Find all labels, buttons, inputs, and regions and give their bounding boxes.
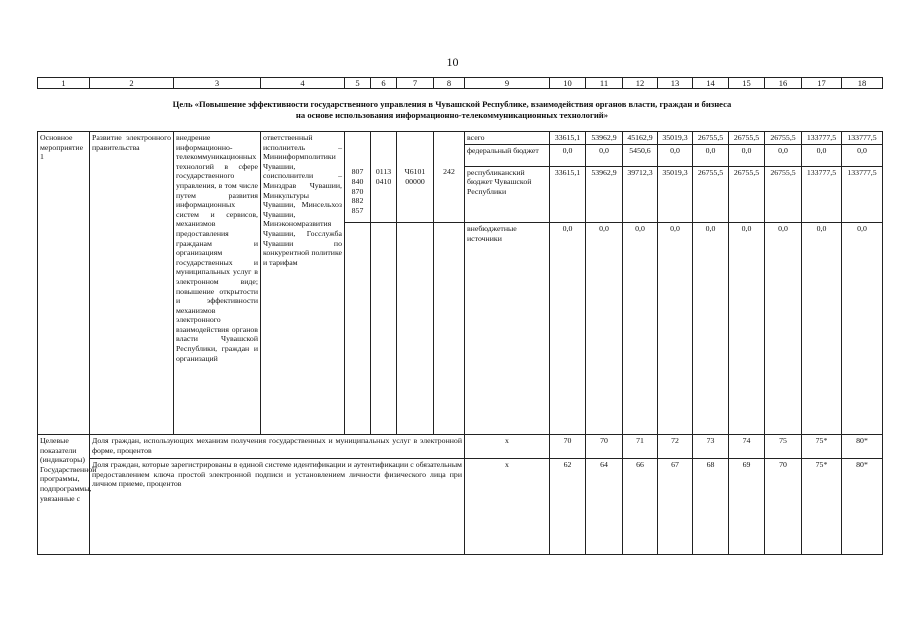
gr-code-cell: 807 840 870 882 857 xyxy=(345,166,371,222)
indicator-value-cell: 72 xyxy=(658,435,693,459)
indicator-value-cell: 75* xyxy=(802,435,842,459)
value-cell: 0,0 xyxy=(802,223,842,435)
event-name-cell: Основное мероприятие 1 xyxy=(38,132,90,435)
indicators-label-cell: Целевые показатели (индикаторы) Государственной программы, подпрограммы, увязанные с xyxy=(38,435,90,555)
goal-line-1: Цель «Повышение эффективности государственного управления в Чувашской Республике, взаимодействия органов власти, граждан и бизнеса xyxy=(172,99,732,109)
indicator-value-cell: 70 xyxy=(550,435,586,459)
executor-cell: ответственный исполнитель – Мининформполитики Чувашии, соисполнители – Минздрав Чувашии, Минкультуры Чувашии, Минсельхоз Чувашии, Минэкономразвития Чувашии, Госслужба Чувашии по конкурентной политике и тарифам xyxy=(261,132,345,435)
indicator-value-cell: 75 xyxy=(765,435,802,459)
value-cell: 26755,5 xyxy=(693,166,729,222)
value-cell: 33615,1 xyxy=(550,166,586,222)
indicator-row xyxy=(38,435,883,459)
value-cell: 0,0 xyxy=(765,223,802,435)
value-cell: 0,0 xyxy=(693,223,729,435)
value-cell: 133777,5 xyxy=(842,132,883,145)
section-code-cell: 0113 0410 xyxy=(371,166,397,222)
indicator-value-cell: 70 xyxy=(586,435,623,459)
indicator-col9-cell: x xyxy=(465,435,550,459)
value-cell: 0,0 xyxy=(729,223,765,435)
value-cell: 35019,3 xyxy=(658,132,693,145)
budget-code-empty-6 xyxy=(371,144,397,166)
budget-code-empty-8 xyxy=(434,144,465,166)
col-number-17: 17 xyxy=(802,78,842,89)
budget-code-empty-6 xyxy=(371,223,397,435)
value-cell: 26755,5 xyxy=(693,132,729,145)
indicator-value-cell: 74 xyxy=(729,435,765,459)
indicator-value-cell: 69 xyxy=(729,459,765,555)
page-number: 10 xyxy=(446,55,459,69)
value-cell: 0,0 xyxy=(550,144,586,166)
budget-code-empty-6 xyxy=(371,132,397,145)
budget-code-empty-5 xyxy=(345,132,371,145)
indicator-value-cell: 75* xyxy=(802,459,842,555)
col-number-4: 4 xyxy=(261,78,345,89)
budget-code-empty-8 xyxy=(434,132,465,145)
indicator-value-cell: 67 xyxy=(658,459,693,555)
budget-code-empty-7 xyxy=(397,223,434,435)
value-cell: 35019,3 xyxy=(658,166,693,222)
value-cell: 26755,5 xyxy=(729,132,765,145)
value-cell: 33615,1 xyxy=(550,132,586,145)
value-cell: 53962,9 xyxy=(586,132,623,145)
value-cell: 133777,5 xyxy=(802,166,842,222)
col-number-12: 12 xyxy=(623,78,658,89)
value-cell: 0,0 xyxy=(842,223,883,435)
col-number-5: 5 xyxy=(345,78,371,89)
target-article-cell: Ч6101 00000 xyxy=(397,166,434,222)
budget-code-empty-8 xyxy=(434,223,465,435)
indicator-col9-cell: x xyxy=(465,459,550,555)
value-cell: 133777,5 xyxy=(842,166,883,222)
budget-code-empty-7 xyxy=(397,144,434,166)
indicator-row xyxy=(38,459,883,555)
indicator-value-cell: 62 xyxy=(550,459,586,555)
col-number-11: 11 xyxy=(586,78,623,89)
col-number-6: 6 xyxy=(371,78,397,89)
goal-heading xyxy=(37,99,867,121)
value-cell: 0,0 xyxy=(729,144,765,166)
source-cell: федеральный бюджет xyxy=(465,144,550,166)
value-cell: 133777,5 xyxy=(802,132,842,145)
source-cell: внебюджетные источники xyxy=(465,223,550,435)
value-cell: 5450,6 xyxy=(623,144,658,166)
col-number-14: 14 xyxy=(693,78,729,89)
program-table xyxy=(37,131,883,555)
value-cell: 0,0 xyxy=(586,223,623,435)
indicator-text-cell: Доля граждан, которые зарегистрированы в единой системе идентификации и аутентификации с обязательным предоставлением ключа простой электронной подписи и установлением личности физического лица при личном приеме, процентов xyxy=(90,459,465,555)
indicator-value-cell: 73 xyxy=(693,435,729,459)
value-cell: 0,0 xyxy=(765,144,802,166)
value-cell: 39712,3 xyxy=(623,166,658,222)
value-cell: 0,0 xyxy=(693,144,729,166)
value-cell: 0,0 xyxy=(802,144,842,166)
col-number-2: 2 xyxy=(90,78,174,89)
col-number-9: 9 xyxy=(465,78,550,89)
value-cell: 45162,9 xyxy=(623,132,658,145)
value-cell: 0,0 xyxy=(658,223,693,435)
column-number-header xyxy=(37,77,883,89)
value-cell: 26755,5 xyxy=(729,166,765,222)
value-cell: 0,0 xyxy=(586,144,623,166)
col-number-10: 10 xyxy=(550,78,586,89)
col-number-16: 16 xyxy=(765,78,802,89)
budget-code-empty-5 xyxy=(345,144,371,166)
indicator-value-cell: 70 xyxy=(765,459,802,555)
indicator-value-cell: 66 xyxy=(623,459,658,555)
indicator-value-cell: 64 xyxy=(586,459,623,555)
indicator-value-cell: 80* xyxy=(842,435,883,459)
value-cell: 53962,9 xyxy=(586,166,623,222)
indicator-value-cell: 71 xyxy=(623,435,658,459)
col-number-18: 18 xyxy=(842,78,883,89)
expense-type-cell: 242 xyxy=(434,166,465,222)
value-cell: 0,0 xyxy=(550,223,586,435)
value-cell: 0,0 xyxy=(658,144,693,166)
col-number-7: 7 xyxy=(397,78,434,89)
table-row-total xyxy=(38,132,883,145)
col-number-13: 13 xyxy=(658,78,693,89)
col-number-3: 3 xyxy=(174,78,261,89)
event-content-cell: внедрение информационно-телекоммуникационных технологий в сфере государственного управления, в том числе путем развития информационных систем и сервисов, механизмов предоставления гражданам и организациям государственных и муниципальных услуг в электронном виде; повышение открытости и эффективности механизмов электронного взаимодействия органов власти Чувашской Республики, граждан и организаций xyxy=(174,132,261,435)
source-cell: всего xyxy=(465,132,550,145)
value-cell: 0,0 xyxy=(623,223,658,435)
budget-code-empty-5 xyxy=(345,223,371,435)
budget-code-empty-7 xyxy=(397,132,434,145)
source-cell: республиканский бюджет Чувашской Республики xyxy=(465,166,550,222)
col-number-1: 1 xyxy=(38,78,90,89)
event-description-cell: Развитие электронного правительства xyxy=(90,132,174,435)
col-number-15: 15 xyxy=(729,78,765,89)
indicator-text-cell: Доля граждан, использующих механизм получения государственных и муниципальных услуг в электронной форме, процентов xyxy=(90,435,465,459)
col-number-8: 8 xyxy=(434,78,465,89)
value-cell: 26755,5 xyxy=(765,132,802,145)
indicator-value-cell: 68 xyxy=(693,459,729,555)
goal-line-2: на основе использования информационно-телекоммуникационных технологий» xyxy=(295,110,609,120)
indicator-value-cell: 80* xyxy=(842,459,883,555)
value-cell: 26755,5 xyxy=(765,166,802,222)
value-cell: 0,0 xyxy=(842,144,883,166)
